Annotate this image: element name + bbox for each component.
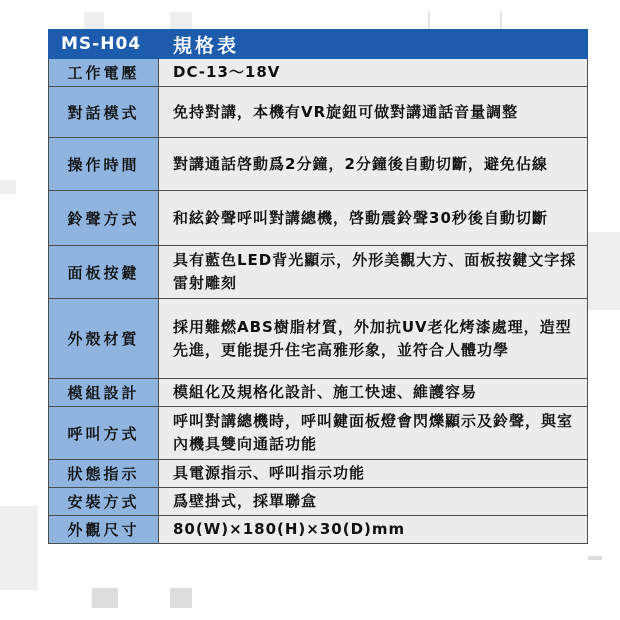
background-decoration [0,506,38,590]
spec-label: 狀態指示 [49,460,159,488]
spec-row [49,191,588,246]
background-decoration [92,588,118,608]
spec-label: 面板按鍵 [49,246,159,299]
spec-row [49,379,588,407]
spec-value: 具電源指示、呼叫指示功能 [159,460,588,488]
spec-value: 免持對講，本機有VR旋鈕可做對講通話音量調整 [159,87,588,138]
spec-row [49,299,588,379]
spec-value: 爲壁掛式，採單聯盒 [159,488,588,516]
spec-label: 外殼材質 [49,299,159,379]
spec-label: 模組設計 [49,379,159,407]
spec-label: 操作時間 [49,138,159,191]
spec-value: 呼叫對講總機時，呼叫鍵面板燈會閃爍顯示及鈴聲，與室內機具雙向通話功能 [159,407,588,460]
spec-row [49,138,588,191]
spec-label: 鈴聲方式 [49,191,159,246]
spec-row [49,246,588,299]
background-decoration [170,588,192,608]
spec-table [48,29,588,544]
spec-label: 外觀尺寸 [49,516,159,544]
spec-row [49,87,588,138]
spec-label: 工作電壓 [49,59,159,87]
background-decoration [0,180,16,194]
spec-value: 具有藍色LED背光顯示，外形美觀大方、面板按鍵文字採雷射雕刻 [159,246,588,299]
spec-row [49,460,588,488]
spec-row [49,516,588,544]
spec-label: 呼叫方式 [49,407,159,460]
spec-row [49,488,588,516]
spec-row [49,407,588,460]
background-decoration [588,232,620,310]
spec-label: 對話模式 [49,87,159,138]
spec-value: DC-13～18V [159,59,588,87]
spec-value: 80(W)×180(H)×30(D)mm [159,516,588,544]
spec-title: 規格表 [159,30,588,59]
spec-value: 採用難燃ABS樹脂材質，外加抗UV老化烤漆處理，造型先進，更能提升住宅高雅形象，並符合人體功學 [159,299,588,379]
spec-value: 模組化及規格化設計、施工快速、維護容易 [159,379,588,407]
background-decoration [588,556,602,560]
model-number: MS-H04 [49,30,159,59]
spec-label: 安裝方式 [49,488,159,516]
spec-value: 對講通話啓動爲2分鐘，2分鐘後自動切斷，避免佔線 [159,138,588,191]
spec-value: 和絃鈴聲呼叫對講總機，啓動震鈴聲30秒後自動切斷 [159,191,588,246]
spec-row [49,59,588,87]
spec-table-header [49,30,588,59]
